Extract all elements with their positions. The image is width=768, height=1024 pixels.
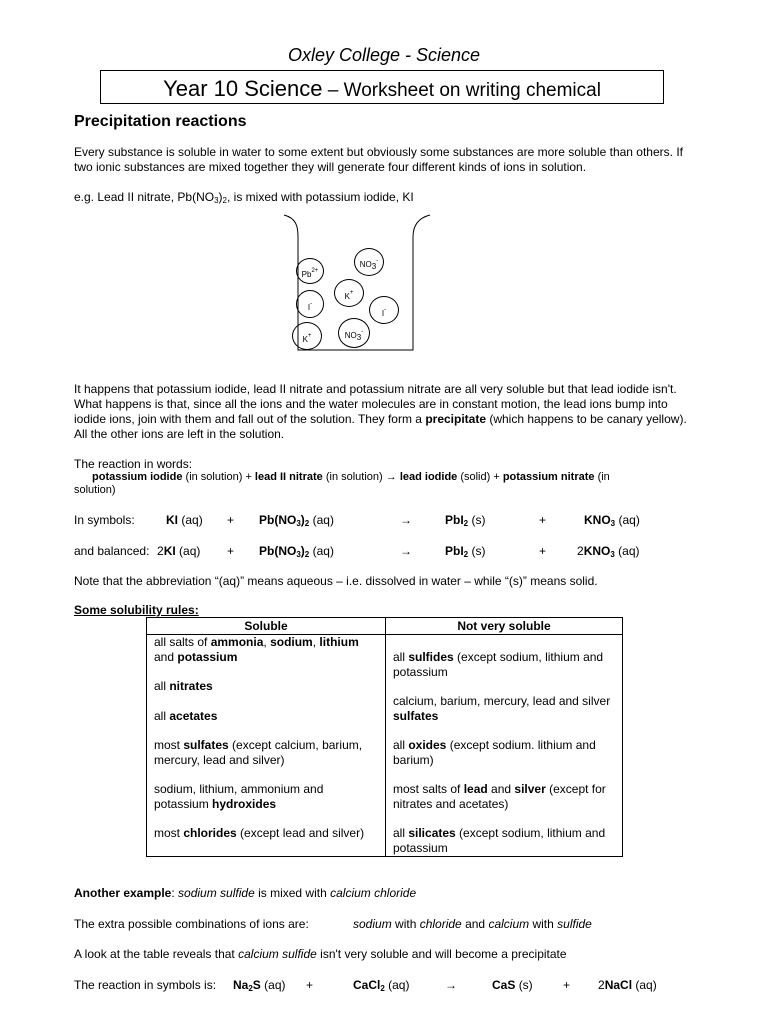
title-main: Year 10 Science	[163, 76, 323, 101]
explanation-text1: It happens that potassium iodide, lead II nitrate and potassium nitrate are all very soluble but that lead iodide isn't. What happens is that, since all the ions and the water molecules are in constant motion, the lead ions bump into iodide ions, join with them and fall out of the solution. They form a	[74, 382, 677, 426]
not-rule-sulfates: calcium, barium, mercury, lead and silver sulfates	[393, 694, 611, 723]
title-rest: Worksheet on writing chemical	[343, 80, 601, 101]
balanced-pbi: PbI$_2$ (s)	[445, 544, 486, 559]
not-rule-sulfides: all sulfides (except sodium, lithium and potassium	[393, 650, 604, 679]
symbols-kno3: $KNO_3$ (aq)	[584, 513, 640, 528]
look-line: A look at the table reveals that calcium sulfide isn't very soluble and will become a precipitate	[74, 947, 567, 961]
title-dash: –	[322, 80, 344, 101]
not-rule-oxides: all oxides (except sodium. lithium and barium)	[393, 738, 596, 767]
words-label: The reaction in words:	[74, 457, 193, 471]
final-arrow: →	[445, 978, 457, 992]
example-close: )	[218, 190, 223, 204]
symbols-plus2: +	[539, 513, 547, 527]
soluble-rule-acetates: all acetates	[154, 709, 218, 723]
balanced-ki: 2KI (aq)	[157, 544, 201, 558]
combos-list: sodium with chloride and calcium with sulfide	[353, 917, 592, 931]
ion-i-a: I-	[296, 290, 324, 318]
balanced-kno3: $2KNO_3$ (aq)	[577, 544, 640, 559]
explanation-paragraph	[74, 382, 699, 442]
col-not-soluble: Not very soluble	[386, 618, 623, 635]
final-cas: CaS (s)	[492, 978, 533, 992]
soluble-cell	[147, 635, 386, 857]
explanation-bold: precipitate	[425, 412, 486, 426]
ion-k-a: K+	[334, 279, 364, 307]
symbols-arrow: →	[400, 513, 412, 527]
symbols-pbi: PbI$_2$ (s)	[445, 513, 486, 528]
explanation-text2: (which happens to be canary yellow). All the other ions are left in the solution.	[74, 412, 687, 441]
final-label: The reaction in symbols is:	[74, 978, 217, 992]
balanced-label: and balanced:	[74, 544, 150, 558]
not-soluble-cell	[386, 635, 623, 857]
final-nacl: 2NaCl (aq)	[598, 978, 657, 992]
example-sub3: 3	[214, 196, 219, 205]
soluble-rule-nitrates: all nitrates	[154, 679, 213, 693]
example-sub2: 2	[222, 196, 227, 205]
college-name: Oxley College - Science	[287, 45, 481, 65]
rules-heading: Some solubility rules:	[74, 603, 199, 617]
symbols-ki: KI (aq)	[166, 513, 203, 527]
not-rule-lead-silver: most salts of lead and silver (except for nitrates and acetates)	[393, 782, 606, 811]
worksheet-title	[100, 70, 664, 104]
soluble-rule-hydroxides: sodium, lithium, ammonium and potassium hydroxides	[154, 782, 324, 811]
not-rule-silicates: all silicates (except sodium, lithium and potassium	[393, 826, 606, 855]
final-plus2: +	[563, 978, 571, 992]
symbols-pbno3: $Pb(NO_3)_2$ (aq)	[259, 513, 334, 528]
final-na2s: $Na_2S$ (aq)	[233, 978, 286, 993]
balanced-plus1: +	[227, 544, 235, 558]
ion-no3-a: NO3-	[354, 248, 384, 276]
symbols-plus1: +	[227, 513, 235, 527]
col-soluble: Soluble	[147, 618, 386, 635]
final-cacl2: CaCl$_2$ (aq)	[353, 978, 410, 993]
balanced-plus2: +	[539, 544, 547, 558]
soluble-rule-chlorides: most chlorides (except lead and silver)	[154, 826, 365, 840]
final-plus1: +	[306, 978, 314, 992]
section-heading: Precipitation reactions	[74, 113, 247, 130]
example-pre: e.g. Lead II nitrate, Pb(NO	[74, 190, 215, 204]
balanced-pbno3: $Pb(NO_3)_2$ (aq)	[259, 544, 334, 559]
example-line	[74, 190, 414, 205]
ion-k-b: K+	[292, 322, 322, 350]
balanced-arrow: →	[400, 544, 412, 558]
ion-pb: $Pb^{2+}$	[296, 258, 324, 284]
soluble-rule-sulfates: most sulfates (except calcium, barium, mercury, lead and silver)	[154, 738, 363, 767]
words-cont: solution)	[74, 484, 116, 496]
ion-i-b: I-	[369, 296, 399, 324]
combos-label: The extra possible combinations of ions are:	[74, 917, 309, 931]
intro-paragraph: Every substance is soluble in water to some extent but obviously some substances are more soluble than others. If two ionic substances are mixed together they will generate four different kinds of ions in solution.	[74, 145, 683, 174]
words-equation: potassium iodide (in solution) + lead II nitrate (in solution) → lead iodide (solid) + potassium nitrate (in	[92, 471, 610, 483]
soluble-rule-salts: all salts of ammonia, sodium, lithium and potassium	[154, 635, 359, 664]
note-line: Note that the abbreviation “(aq)” means aqueous – i.e. dissolved in water – while “(s)” means solid.	[74, 574, 598, 588]
example-post: , is mixed with potassium iodide, KI	[226, 190, 414, 204]
solubility-table	[146, 617, 623, 857]
another-example: Another example: sodium sulfide is mixed with calcium chloride	[74, 886, 417, 900]
symbols-label: In symbols:	[74, 513, 135, 527]
ion-no3-b: NO3-	[338, 318, 370, 348]
